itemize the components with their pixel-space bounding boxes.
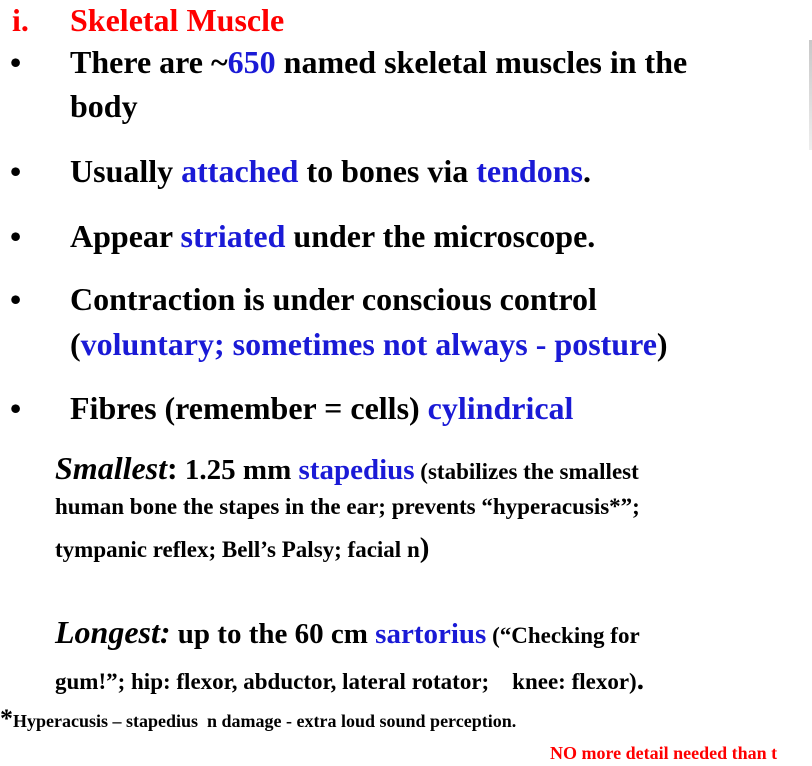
bullet-3-highlight: striated <box>180 218 286 254</box>
bullet-2-highlight-attached: attached <box>181 153 299 189</box>
footnote-star: * <box>0 704 13 733</box>
bullet-3-glyph: • <box>10 218 22 254</box>
bullet-3-text <box>70 218 595 255</box>
bullet-2-highlight-tendons: tendons <box>476 153 583 189</box>
bullet-2-glyph: • <box>10 153 22 189</box>
heading-number: i. <box>12 2 29 38</box>
bottom-note: NO more detail needed than t <box>550 743 778 763</box>
bullet-1-glyph: • <box>10 44 22 80</box>
bullet-2-pre: Usually <box>70 153 182 189</box>
bullet-1-line-1 <box>70 44 687 81</box>
heading-title: Skeletal Muscle <box>70 2 285 38</box>
longest-label: Longest: <box>55 614 171 650</box>
bullet-4-highlight: voluntary; sometimes not always - posture <box>80 326 657 362</box>
footnote <box>0 704 516 734</box>
bullet-4-open: ( <box>70 326 81 362</box>
bullet-2-text <box>70 153 591 190</box>
smallest-line-2: human bone the stapes in the ear; prevents “hyperacusis*”; <box>55 494 640 519</box>
bullet-5-glyph: • <box>10 390 22 426</box>
smallest-colon: : <box>167 450 178 486</box>
smallest-note-3: tympanic reflex; Bell’s Palsy; facial n <box>55 537 420 562</box>
bullet-4-line-2 <box>70 326 668 363</box>
longest-value: up to the 60 cm <box>170 618 376 650</box>
longest-line-1 <box>55 614 640 651</box>
smallest-note-1: (stabilizes the smallest <box>414 459 639 484</box>
smallest-close: ) <box>419 532 430 564</box>
bullet-5-pre: Fibres (remember = cells) <box>70 390 428 426</box>
longest-muscle: sartorius <box>375 618 487 650</box>
footnote-text: Hyperacusis – stapedius n damage - extra loud sound perception. <box>13 711 517 731</box>
bullet-4-glyph: • <box>10 281 22 317</box>
bullet-1-pre: There are ~ <box>70 44 228 80</box>
longest-note-1: (“Checking for <box>486 623 640 648</box>
bullet-2-post: . <box>582 153 591 189</box>
smallest-muscle: stapedius <box>298 454 415 486</box>
bullet-1-post: named skeletal muscles in the <box>275 44 688 80</box>
bullet-4-close: ) <box>656 326 668 362</box>
longest-line-2 <box>55 664 644 697</box>
smallest-line-1 <box>55 450 639 487</box>
bullet-1-highlight: 650 <box>227 44 276 80</box>
bullet-3-pre: Appear <box>70 218 181 254</box>
longest-period: . <box>636 664 644 696</box>
smallest-value: 1.25 mm <box>177 454 299 486</box>
smallest-line-3 <box>55 532 429 565</box>
bullet-3-post: under the microscope. <box>285 218 596 254</box>
bullet-4-line-1: Contraction is under conscious control <box>70 281 597 317</box>
longest-note-2: gum!”; hip: flexor, abductor, lateral rotator; knee: flexor) <box>55 669 637 694</box>
bullet-2-mid: to bones via <box>298 153 477 189</box>
bullet-1-line-2: body <box>70 88 138 124</box>
bullet-5-text <box>70 390 573 427</box>
smallest-label: Smallest <box>55 450 168 486</box>
bullet-5-highlight: cylindrical <box>427 390 574 426</box>
